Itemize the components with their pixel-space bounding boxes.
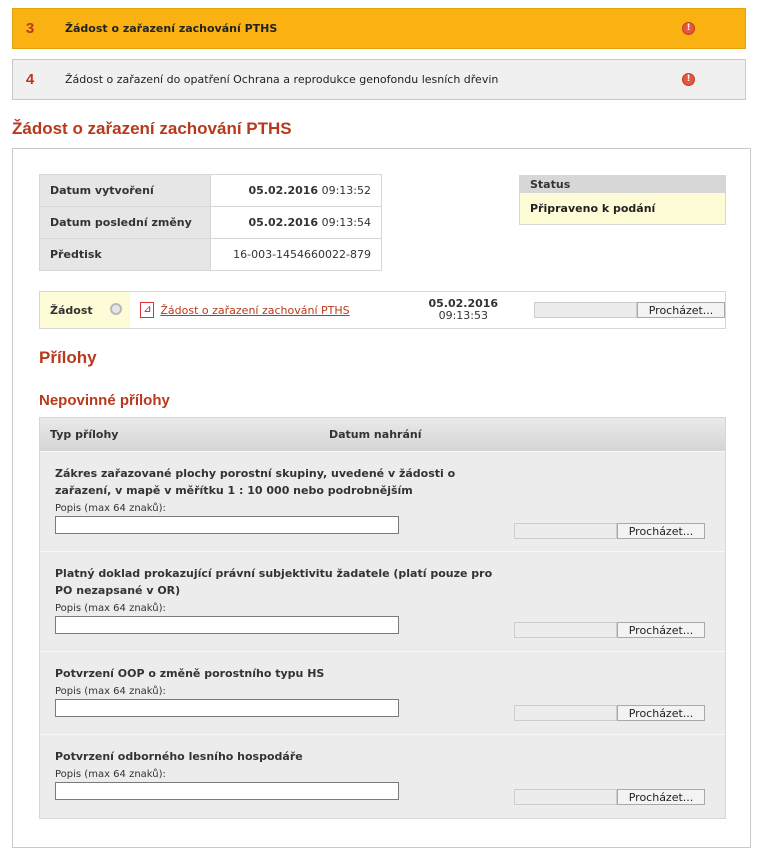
browse-button[interactable]: Procházet... [617, 705, 705, 721]
created-value: 05.02.2016 09:13:52 [211, 175, 382, 207]
step-title: Žádost o zařazení zachování PTHS [65, 22, 278, 35]
pdf-icon: ⊿ [140, 302, 154, 318]
optional-attachments-heading: Nepovinné přílohy [39, 392, 170, 409]
main-panel [12, 148, 751, 848]
description-label: Popis (max 64 znaků): [55, 686, 166, 697]
browse-button[interactable]: Procházet... [637, 302, 725, 318]
warning-icon: ! [682, 73, 695, 86]
file-upload [514, 622, 705, 638]
description-label: Popis (max 64 znaků): [55, 603, 166, 614]
info-table [39, 174, 382, 271]
request-date: 05.02.2016 09:13:53 [428, 297, 499, 322]
file-path-field[interactable] [514, 705, 617, 721]
description-input[interactable] [55, 699, 399, 717]
column-type: Typ přílohy [50, 428, 119, 441]
attachment-row [40, 734, 725, 818]
step-3[interactable] [12, 8, 746, 49]
description-label: Popis (max 64 znaků): [55, 503, 166, 514]
description-label: Popis (max 64 znaků): [55, 769, 166, 780]
status-box [519, 175, 726, 225]
file-path-field[interactable] [514, 789, 617, 805]
status-value: Připraveno k podání [520, 193, 725, 224]
attachment-name: Potvrzení OOP o změně porostního typu HS [55, 667, 325, 680]
modified-value: 05.02.2016 09:13:54 [211, 207, 382, 239]
request-row [39, 291, 726, 329]
table-row [40, 207, 382, 239]
table-row [40, 239, 382, 271]
step-title: Žádost o zařazení do opatření Ochrana a reprodukce genofondu lesních dřevin [65, 73, 499, 86]
step-4[interactable] [12, 59, 746, 100]
file-upload [514, 789, 705, 805]
request-file-upload [534, 302, 725, 318]
description-input[interactable] [55, 782, 399, 800]
attachment-name: Potvrzení odborného lesního hospodáře [55, 750, 303, 763]
file-path-field[interactable] [514, 622, 617, 638]
table-row [40, 175, 382, 207]
attachment-row [40, 551, 725, 651]
step-number: 4 [25, 71, 35, 88]
ribbon-icon [110, 303, 122, 315]
page-title: Žádost o zařazení zachování PTHS [12, 119, 292, 138]
browse-button[interactable]: Procházet... [617, 622, 705, 638]
step-number: 3 [25, 20, 35, 37]
browse-button[interactable]: Procházet... [617, 789, 705, 805]
attachment-name: Platný doklad prokazující právní subjektivitu žadatele (platí pouze pro PO nezapsané v OR) [55, 567, 493, 597]
request-pdf-link[interactable]: Žádost o zařazení zachování PTHS [160, 303, 350, 317]
request-label: Žádost [40, 292, 130, 328]
modified-label: Datum poslední změny [40, 207, 211, 239]
description-input[interactable] [55, 616, 399, 634]
print-value: 16-003-1454660022-879 [211, 239, 382, 271]
description-input[interactable] [55, 516, 399, 534]
print-label: Předtisk [40, 239, 211, 271]
column-date: Datum nahrání [329, 428, 422, 441]
attachment-row [40, 651, 725, 734]
status-header: Status [520, 176, 725, 193]
browse-button[interactable]: Procházet... [617, 523, 705, 539]
attachment-name: Zákres zařazované plochy porostní skupiny, uvedené v žádosti o zařazení, v mapě v měřítku 1 : 10 000 nebo podrobnějším [55, 467, 456, 497]
file-path-field[interactable] [514, 523, 617, 539]
attachments-table [39, 417, 726, 819]
attachments-heading: Přílohy [39, 348, 97, 367]
warning-icon: ! [682, 22, 695, 35]
attachments-table-header [40, 418, 725, 451]
file-upload [514, 705, 705, 721]
attachment-row [40, 451, 725, 551]
file-upload [514, 523, 705, 539]
created-label: Datum vytvoření [40, 175, 211, 207]
file-path-field[interactable] [534, 302, 637, 318]
